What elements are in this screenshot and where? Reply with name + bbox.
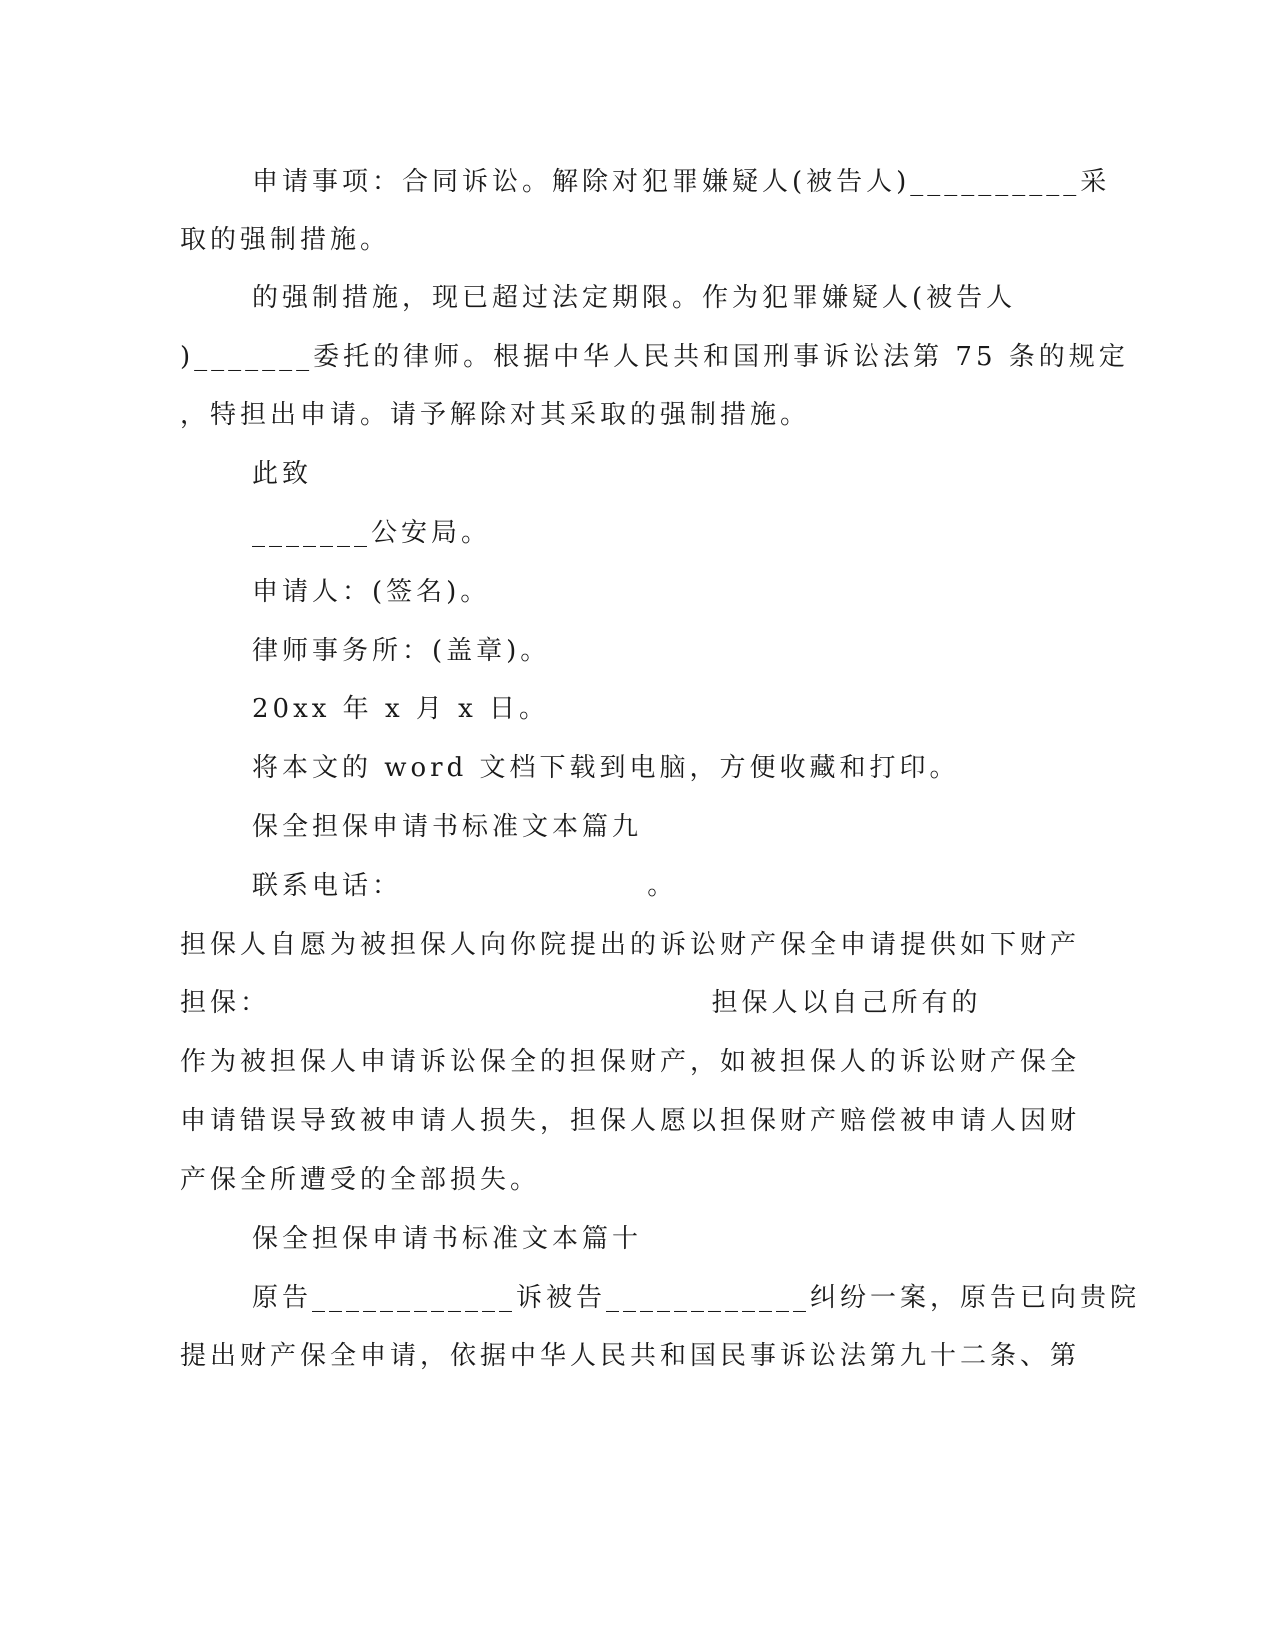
paragraph-line: 提出财产保全申请，依据中华人民共和国民事诉讼法第九十二条、第 <box>180 1341 1081 1371</box>
paragraph-line: ，特担出申请。请予解除对其采取的强制措施。 <box>180 400 811 430</box>
paragraph-line: _______公安局。 <box>252 518 492 548</box>
section-heading: 保全担保申请书标准文本篇九 <box>252 812 643 842</box>
paragraph-line: 律师事务所：(盖章)。 <box>252 636 551 666</box>
paragraph-line: 产保全所遭受的全部损失。 <box>180 1165 541 1195</box>
paragraph-line: 原告____________诉被告____________纠纷一案，原告已向贵院 <box>252 1283 1141 1313</box>
paragraph-line: )_______委托的律师。根据中华人民共和国刑事诉讼法第 75 条的规定 <box>180 342 1129 372</box>
paragraph-line: 作为被担保人申请诉讼保全的担保财产，如被担保人的诉讼财产保全 <box>180 1047 1081 1077</box>
paragraph-line: 担保： 担保人以自己所有的 <box>180 988 982 1018</box>
paragraph-line: 取的强制措施。 <box>180 225 391 255</box>
paragraph-line: 担保人自愿为被担保人向你院提出的诉讼财产保全申请提供如下财产 <box>180 930 1081 960</box>
paragraph-line: 联系电话： 。 <box>252 871 678 901</box>
section-heading: 保全担保申请书标准文本篇十 <box>252 1224 643 1254</box>
paragraph-line: 此致 <box>252 459 313 489</box>
paragraph-line: 的强制措施，现已超过法定期限。作为犯罪嫌疑人(被告人 <box>252 283 1017 313</box>
paragraph-line: 申请错误导致被申请人损失，担保人愿以担保财产赔偿被申请人因财 <box>180 1106 1081 1136</box>
paragraph-line: 申请人：(签名)。 <box>252 577 491 607</box>
paragraph-line: 将本文的 word 文档下载到电脑，方便收藏和打印。 <box>252 753 960 783</box>
paragraph-line: 申请事项：合同诉讼。解除对犯罪嫌疑人(被告人)__________采 <box>252 167 1111 197</box>
paragraph-line: 20xx 年 x 月 x 日。 <box>252 694 550 724</box>
